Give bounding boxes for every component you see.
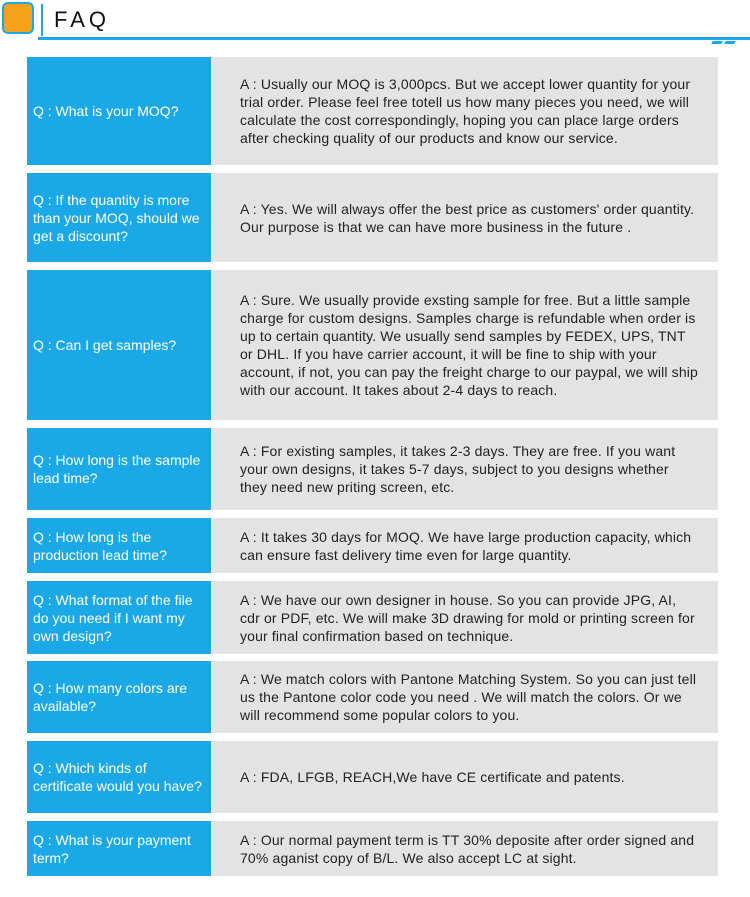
faq-question bbox=[27, 661, 211, 733]
faq-answer bbox=[211, 428, 718, 510]
faq-item bbox=[27, 581, 718, 654]
faq-answer bbox=[211, 518, 718, 573]
faq-answer bbox=[211, 821, 718, 876]
faq-answer bbox=[211, 741, 718, 813]
faq-question-text: Q : Can I get samples? bbox=[33, 337, 177, 353]
page-title: FAQ bbox=[54, 7, 111, 32]
faq-answer bbox=[211, 270, 718, 420]
faq-item bbox=[27, 57, 718, 165]
faq-header bbox=[0, 0, 750, 42]
faq-item bbox=[27, 741, 718, 813]
faq-question-text: Q : What is your MOQ? bbox=[33, 103, 179, 119]
faq-question-text: Q : How long is the sample lead time? bbox=[33, 452, 201, 486]
faq-answer bbox=[211, 661, 718, 733]
faq-question-text: Q : Which kinds of certificate would you have? bbox=[33, 760, 202, 794]
faq-answer-text: A : Yes. We will always offer the best price as customers' order quantity. Our purpose is that we can have more business in the future . bbox=[240, 200, 695, 235]
faq-question bbox=[27, 518, 211, 573]
faq-item bbox=[27, 173, 718, 262]
header-divider bbox=[41, 4, 43, 36]
faq-item bbox=[27, 270, 718, 420]
faq-logo-icon bbox=[2, 2, 34, 34]
faq-answer-text: A : For existing samples, it takes 2-3 days. They are free. If you want your own designs, it takes 5-7 days, subject to you designs whether they need new priting screen, etc. bbox=[240, 443, 676, 495]
header-underline bbox=[38, 37, 750, 40]
faq-answer bbox=[211, 173, 718, 262]
faq-item bbox=[27, 518, 718, 573]
faq-question bbox=[27, 57, 211, 165]
faq-question-text: Q : If the quantity is more than your MOQ, should we get a discount? bbox=[33, 191, 200, 244]
faq-answer-text: A : Sure. We usually provide exsting sample for free. But a little sample charge for custom designs. Samples charge is refundable when order is up to certain quantity. We usually send samples by FEDEX, UPS, TNT or DHL. If you have carrier account, it will be fine to ship with your account, if not, you can pay the freight charge to our paypal, we will ship with our account. It takes about 2-4 days to reach. bbox=[240, 292, 698, 398]
faq-answer-text: A : It takes 30 days for MOQ. We have large production capacity, which can ensure fast delivery time even for large quantity. bbox=[240, 528, 692, 563]
faq-question-text: Q : How many colors are available? bbox=[33, 680, 188, 714]
faq-item bbox=[27, 661, 718, 733]
faq-question bbox=[27, 741, 211, 813]
faq-question bbox=[27, 821, 211, 876]
faq-item bbox=[27, 428, 718, 510]
faq-item bbox=[27, 821, 718, 876]
faq-question-text: Q : What format of the file do you need if I want my own design? bbox=[33, 591, 193, 644]
faq-question-text: Q : How long is the production lead time? bbox=[33, 528, 167, 563]
faq-question bbox=[27, 428, 211, 510]
faq-answer-text: A : Usually our MOQ is 3,000pcs. But we accept lower quantity for your trial order. Please feel free totell us how many pieces you need, we will calculate the cost correspondingly, hoping you can place large orders after checking quality of our products and know our service. bbox=[240, 76, 691, 146]
faq-question bbox=[27, 581, 211, 654]
faq-question-text: Q : What is your payment term? bbox=[33, 831, 191, 866]
faq-answer-text: A : FDA, LFGB, REACH,We have CE certificate and patents. bbox=[240, 769, 625, 785]
faq-answer-text: A : We have our own designer in house. So you can provide JPG, AI, cdr or PDF, etc. We will make 3D drawing for mold or printing screen for your final confirmation based on technique. bbox=[240, 591, 695, 644]
faq-question bbox=[27, 173, 211, 262]
faq-answer bbox=[211, 57, 718, 165]
faq-answer-text: A : We match colors with Pantone Matching System. So you can just tell us the Pantone color code you need . We will match the colors. Or we will recommend some popular colors to you. bbox=[240, 671, 697, 723]
faq-answer bbox=[211, 581, 718, 654]
faq-answer-text: A : Our normal payment term is TT 30% deposite after order signed and 70% aganist copy of B/L. We also accept LC at sight. bbox=[240, 831, 695, 866]
faq-question bbox=[27, 270, 211, 420]
